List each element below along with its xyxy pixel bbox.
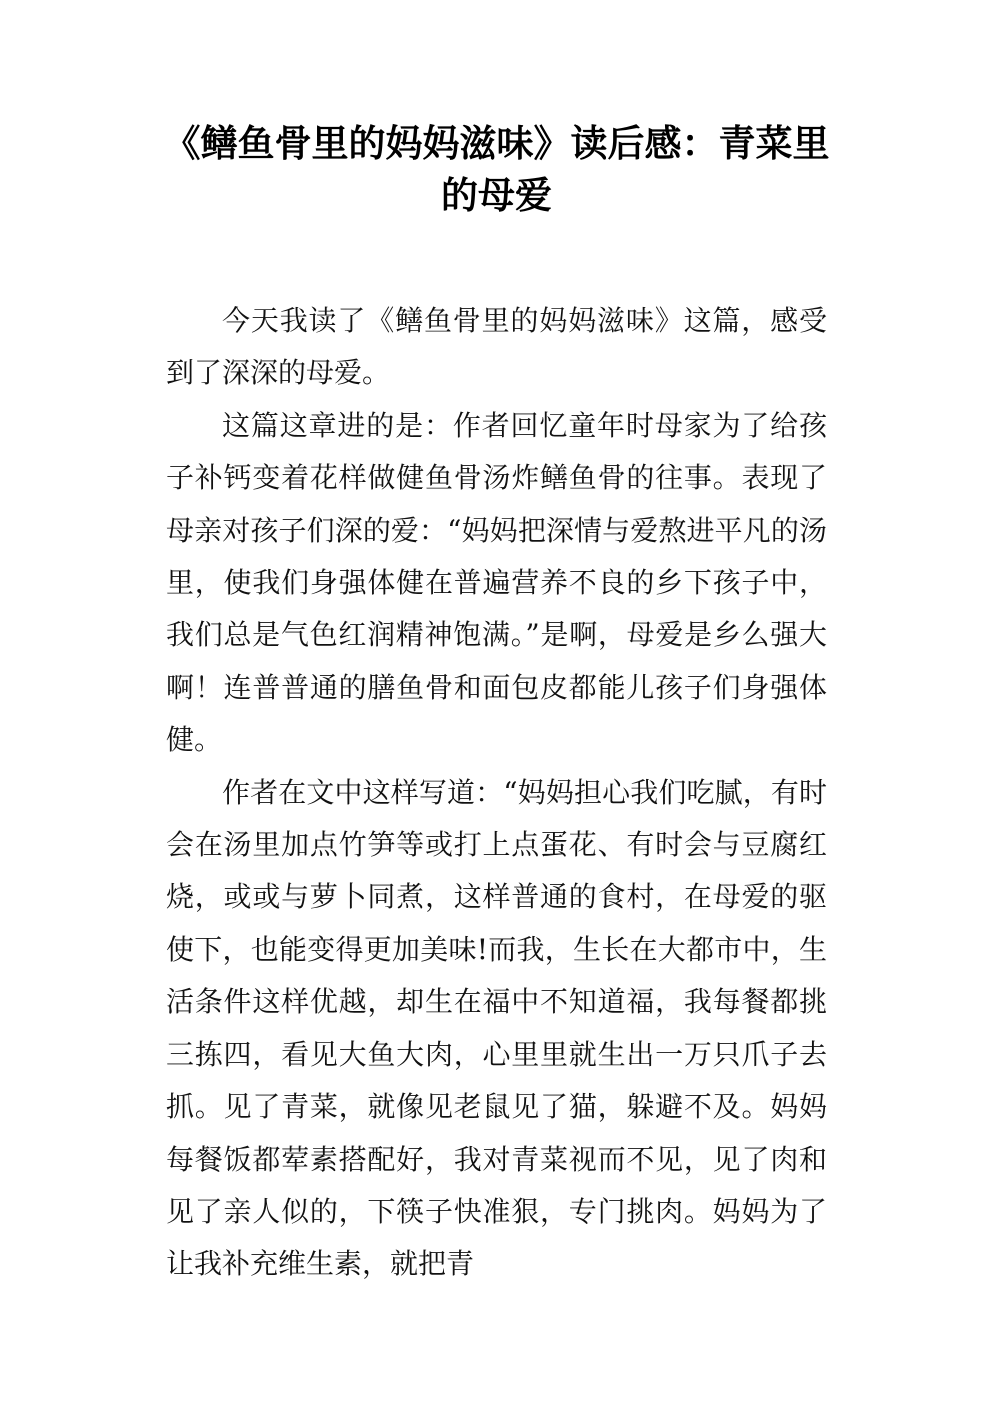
paragraph: 作者在文中这样写道：“妈妈担心我们吃腻，有时会在汤里加点竹笋等或打上点蛋花、有时会与豆腐红烧，或或与萝卜同煮，这样普通的食村，在母爱的驱使下，也能变得更加美味!而我，生长在大都市中，生活条件这样优越，却生在福中不知道福，我每餐都挑三拣四，看见大鱼大肉，心里里就生出一万只爪子去抓。见了青菜，就像见老鼠见了猫，躲避不及。妈妈每餐饭都荤素搭配好，我对青菜视而不见，见了肉和见了亲人似的，下筷子快准狠，专门挑肉。妈妈为了让我补充维生素，就把青 xyxy=(166,775,827,1281)
paragraph: 这篇这章进的是：作者回忆童年时母家为了给孩子补钙变着花样做健鱼骨汤炸鳝鱼骨的往事。表现了母亲对孩子们深的爱：“妈妈把深情与爱熬进平凡的汤里，使我们身强体健在普遍营养不良的乡下孩子中，我们总是气色红润精神饱满。”是啊，母爱是乡么强大啊！连普普通的膳鱼骨和面包皮都能儿孩子们身强体健。 xyxy=(166,408,827,757)
document-title: 《鳝鱼骨里的妈妈滋味》读后感：青菜里的母爱 xyxy=(163,122,830,217)
paragraph: 今天我读了《鳝鱼骨里的妈妈滋味》这篇，感受到了深深的母爱。 xyxy=(166,304,827,390)
document-body xyxy=(166,295,827,1291)
